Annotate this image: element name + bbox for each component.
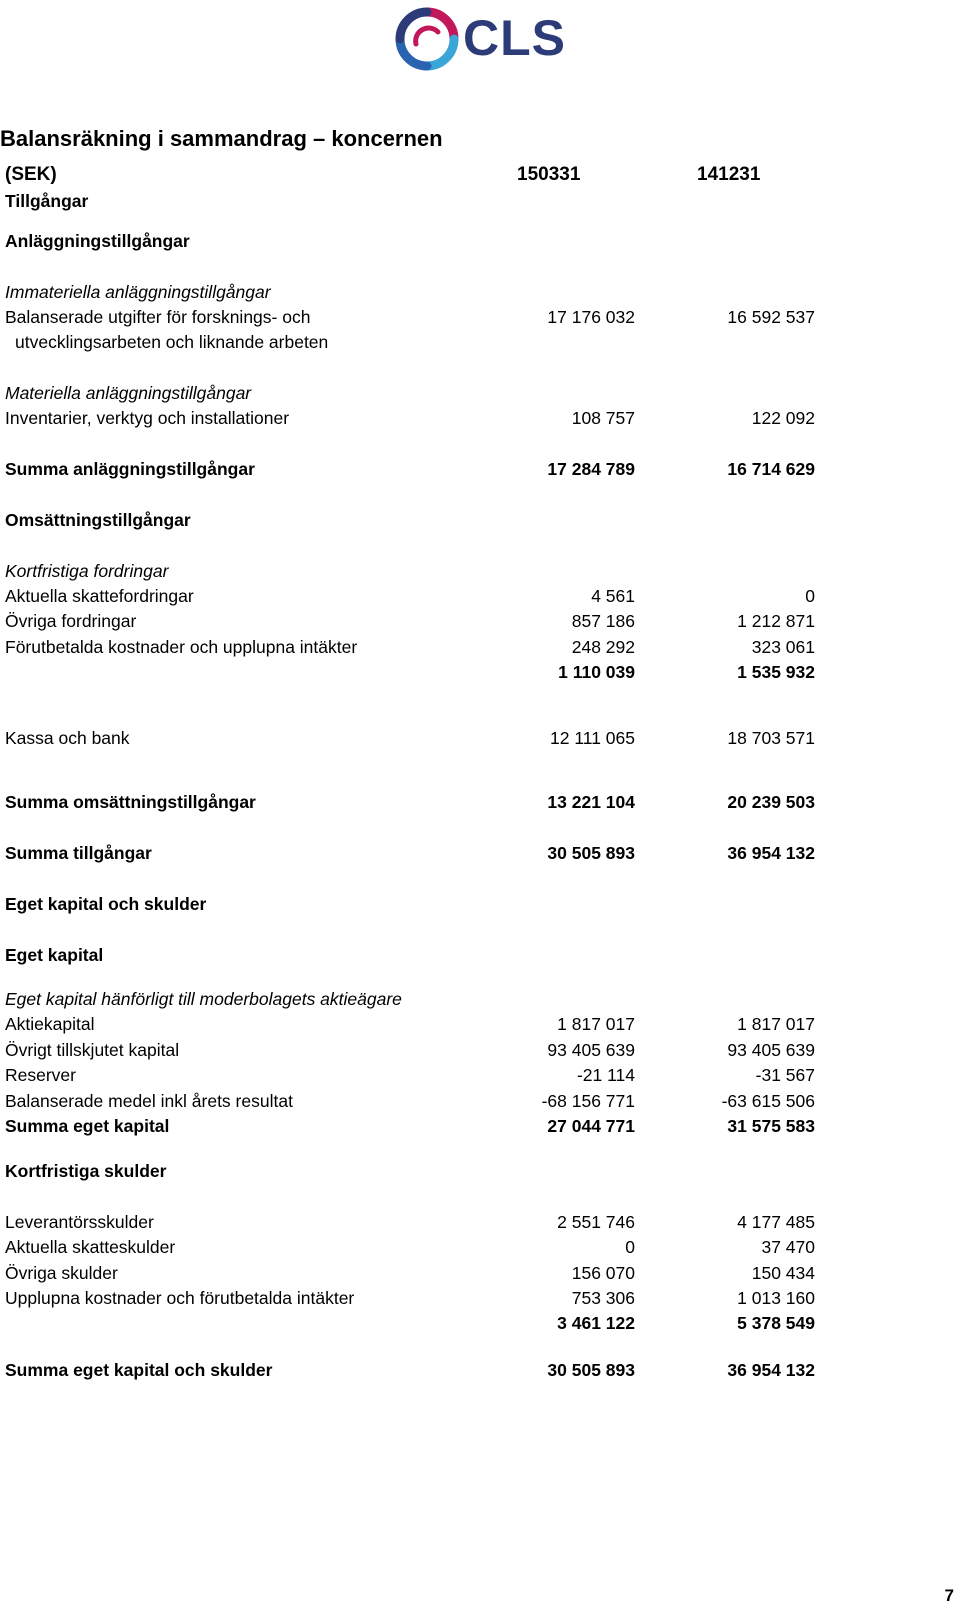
- value-141231: 16 592 537: [727, 307, 815, 327]
- value-141231: 16 714 629: [727, 459, 815, 479]
- section-heading: [0, 228, 960, 254]
- row-label: utvecklingsarbeten och liknande arbeten: [15, 332, 329, 352]
- value-150331: 13 221 104: [547, 792, 635, 812]
- row-label: Summa omsättningstillgångar: [5, 792, 256, 812]
- row-label: Övriga skulder: [5, 1263, 118, 1283]
- logo-text: CLS: [463, 10, 566, 66]
- value-150331: -68 156 771: [541, 1091, 635, 1111]
- value-141231: 323 061: [751, 637, 815, 657]
- table-row: [0, 1088, 960, 1114]
- row-label: Eget kapital och skulder: [5, 894, 207, 914]
- table-row: [0, 1011, 960, 1037]
- subtotal-row: [0, 659, 960, 685]
- row-label: Aktuella skatteskulder: [5, 1237, 176, 1257]
- value-150331: 27 044 771: [547, 1116, 635, 1136]
- row-label: Summa anläggningstillgångar: [5, 459, 255, 479]
- value-141231: -63 615 506: [721, 1091, 815, 1111]
- table-row: [0, 329, 960, 355]
- row-label: Kortfristiga skulder: [5, 1161, 167, 1181]
- value-141231: 1 817 017: [737, 1014, 815, 1034]
- row-label: Upplupna kostnader och förutbetalda intäkter: [5, 1288, 355, 1308]
- table-row: [0, 1037, 960, 1063]
- value-141231: 4 177 485: [737, 1212, 815, 1232]
- value-141231: -31 567: [755, 1065, 815, 1085]
- value-141231: 37 470: [761, 1237, 815, 1257]
- section-heading: [0, 188, 960, 214]
- row-label: Förutbetalda kostnader och upplupna intäkter: [5, 637, 358, 657]
- table-row: [0, 1285, 960, 1311]
- value-141231: 5 378 549: [737, 1313, 815, 1333]
- row-label: Summa eget kapital och skulder: [5, 1360, 273, 1380]
- value-150331: 93 405 639: [547, 1040, 635, 1060]
- value-150331: 30 505 893: [547, 1360, 635, 1380]
- value-150331: -21 114: [576, 1065, 635, 1085]
- row-label: Summa tillgångar: [5, 843, 152, 863]
- currency-label: (SEK): [5, 164, 57, 185]
- sum-row: [0, 1113, 960, 1139]
- value-150331: 17 176 032: [547, 307, 635, 327]
- subsection-heading: [0, 279, 960, 305]
- value-150331: 4 561: [591, 586, 635, 606]
- row-label: Kassa och bank: [5, 728, 130, 748]
- row-label: Övrigt tillskjutet kapital: [5, 1040, 180, 1060]
- row-label: Leverantörsskulder: [5, 1212, 154, 1232]
- value-141231: 36 954 132: [727, 1360, 815, 1380]
- row-label: Övriga fordringar: [5, 611, 137, 631]
- value-141231: 150 434: [751, 1263, 815, 1283]
- table-row: [0, 1234, 960, 1260]
- value-150331: 3 461 122: [557, 1313, 635, 1333]
- value-141231: 18 703 571: [727, 728, 815, 748]
- value-150331: 2 551 746: [557, 1212, 635, 1232]
- value-150331: 753 306: [571, 1288, 635, 1308]
- value-141231: 0: [805, 586, 815, 606]
- table-row: [0, 725, 960, 751]
- value-141231: 20 239 503: [727, 792, 815, 812]
- row-label: Inventarier, verktyg och installationer: [5, 408, 290, 428]
- value-141231: 1 212 871: [737, 611, 815, 631]
- row-label: Eget kapital hänförligt till moderbolagets aktieägare: [5, 989, 402, 1009]
- subsection-heading: [0, 380, 960, 406]
- sum-row: [0, 1357, 960, 1383]
- section-heading: [0, 507, 960, 533]
- section-heading: [0, 942, 960, 968]
- table-header: [0, 162, 960, 188]
- value-150331: 30 505 893: [547, 843, 635, 863]
- table-row: [0, 1062, 960, 1088]
- table-row: [0, 405, 960, 431]
- value-150331: 156 070: [571, 1263, 635, 1283]
- value-150331: 1 110 039: [558, 662, 635, 682]
- subsection-heading: [0, 558, 960, 584]
- column-header-150331: 150331: [517, 164, 581, 185]
- table-row: [0, 634, 960, 660]
- table-row: [0, 583, 960, 609]
- row-label: Omsättningstillgångar: [5, 510, 191, 530]
- sum-row: [0, 789, 960, 815]
- value-150331: 857 186: [571, 611, 635, 631]
- row-label: Reserver: [5, 1065, 76, 1085]
- row-label: Aktiekapital: [5, 1014, 95, 1034]
- row-label: Aktuella skattefordringar: [5, 586, 194, 606]
- value-141231: 36 954 132: [727, 843, 815, 863]
- value-150331: 12 111 065: [550, 728, 635, 748]
- table-row: [0, 304, 960, 330]
- company-logo: [394, 6, 574, 72]
- value-150331: 17 284 789: [547, 459, 635, 479]
- table-row: [0, 1209, 960, 1235]
- row-label: Anläggningstillgångar: [5, 231, 190, 251]
- value-150331: 108 757: [571, 408, 635, 428]
- value-141231: 122 092: [751, 408, 815, 428]
- row-label: Materiella anläggningstillgångar: [5, 383, 252, 403]
- section-heading: [0, 1158, 960, 1184]
- sum-row: [0, 456, 960, 482]
- value-141231: 93 405 639: [727, 1040, 815, 1060]
- page-title: Balansräkning i sammandrag – koncernen: [0, 126, 443, 151]
- subtotal-row: [0, 1310, 960, 1336]
- section-heading: [0, 891, 960, 917]
- row-label: Immateriella anläggningstillgångar: [5, 282, 271, 302]
- value-141231: 1 013 160: [737, 1288, 815, 1308]
- value-150331: 0: [625, 1237, 635, 1257]
- value-150331: 248 292: [571, 637, 635, 657]
- subsection-heading: [0, 986, 960, 1012]
- table-row: [0, 1260, 960, 1286]
- logo-mark-icon: [394, 6, 460, 72]
- page-number: 7: [944, 1586, 954, 1605]
- row-label: Summa eget kapital: [5, 1116, 170, 1136]
- sum-row: [0, 840, 960, 866]
- column-header-141231: 141231: [697, 164, 761, 185]
- table-row: [0, 608, 960, 634]
- value-141231: 1 535 932: [737, 662, 815, 682]
- row-label: Eget kapital: [5, 945, 104, 965]
- row-label: Tillgångar: [5, 191, 89, 211]
- value-141231: 31 575 583: [727, 1116, 815, 1136]
- row-label: Balanserade medel inkl årets resultat: [5, 1091, 293, 1111]
- value-150331: 1 817 017: [557, 1014, 635, 1034]
- row-label: Balanserade utgifter för forsknings- och: [5, 307, 311, 327]
- row-label: Kortfristiga fordringar: [5, 561, 169, 581]
